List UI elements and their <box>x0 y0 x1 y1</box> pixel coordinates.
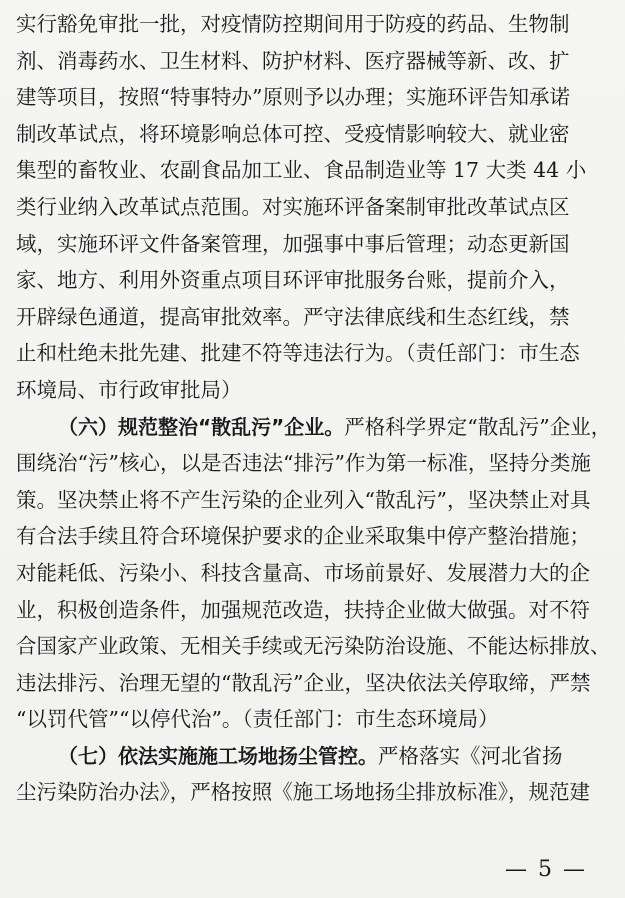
text-line: 业，积极创造条件，加强规范改造，扶持企业做大做强。对不符 <box>16 597 590 622</box>
page-number: — 5 — <box>505 857 587 882</box>
text-line: 实行豁免审批一批，对疫情防控期间用于防疫的药品、生物制 <box>16 12 570 36</box>
body-text <box>16 6 614 811</box>
section-7-first-line <box>16 738 614 775</box>
section-6-heading: （六）规范整治“散乱污”企业。 <box>58 414 345 439</box>
section-6-lead-text: 严格科学界定“散乱污”企业， <box>344 414 612 439</box>
text-line: 有合法手续且符合环境保护要求的企业采取集中停产整治措施； <box>16 524 590 549</box>
text-line: 建等项目，按照“特事特办”原则予以办理；实施环评告知承诺 <box>16 85 570 110</box>
text-line: 类行业纳入改革试点范围。对实施环评备案制审批改革试点区 <box>16 194 570 219</box>
text-line: 家、地方、利用外资重点项目环评审批服务台账，提前介入， <box>16 268 570 293</box>
text-line: 环境局、市行政审批局） <box>16 377 242 402</box>
text-line: 尘污染防治办法》，严格按照《施工场地扬尘排放标准》，规范建 <box>16 780 590 805</box>
text-line: 违法排污、治理无望的“散乱污”企业，坚决依法关停取缔，严禁 <box>16 670 591 695</box>
text-line: 止和杜绝未批先建、批建不符等违法行为。（责任部门：市生态 <box>16 341 580 366</box>
text-line: 域，实施环评文件备案管理，加强事中事后管理；动态更新国 <box>16 231 570 256</box>
section-7-heading: （七）依法实施施工场地扬尘管控。 <box>58 743 378 768</box>
text-line: 围绕治“污”核心，以是否违法“排污”作为第一标准，坚持分类施 <box>16 451 591 476</box>
text-line: 对能耗低、污染小、科技含量高、市场前景好、发展潜力大的企 <box>16 560 590 585</box>
text-line: 合国家产业政策、无相关手续或无污染防治设施、不能达标排放、 <box>16 634 611 659</box>
section-7-lead-text: 严格落实《河北省扬 <box>378 743 563 768</box>
text-line: 集型的畜牧业、农副食品加工业、食品制造业等 17 大类 44 小 <box>16 158 587 183</box>
text-line: 策。坚决禁止将不产生污染的企业列入“散乱污”，坚决禁止对具 <box>16 487 591 512</box>
text-line: 制改革试点，将环境影响总体可控、受疫情影响较大、就业密 <box>16 121 570 146</box>
section-6-first-line <box>16 409 614 446</box>
text-line: 开辟绿色通道，提高审批效率。严守法律底线和生态红线，禁 <box>16 304 570 329</box>
text-line: “以罚代管”“以停代治”。（责任部门：市生态环境局） <box>16 707 499 732</box>
text-line: 剂、消毒药水、卫生材料、防护材料、医疗器械等新、改、扩 <box>16 48 570 73</box>
